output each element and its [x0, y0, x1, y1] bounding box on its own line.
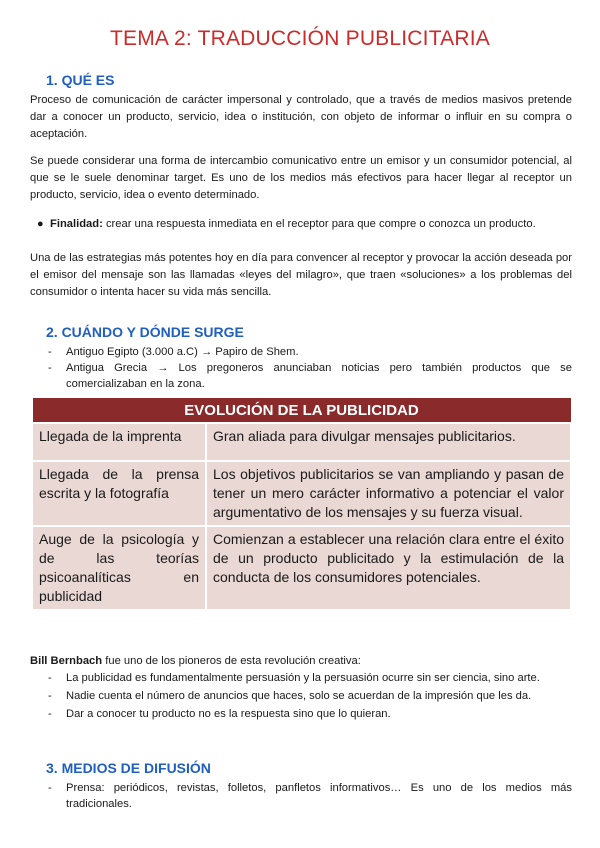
list-item: - Prensa: periódicos, revistas, folletos, panfletos informativos… Es uno de los medios más tradicionales. — [48, 782, 572, 810]
section-2-heading: 2. CUÁNDO Y DÓNDE SURGE — [46, 324, 244, 340]
table-row — [32, 526, 571, 610]
table-cell-stage: Llegada de la prensa escrita y la fotografía — [32, 461, 206, 526]
section-2-list — [48, 344, 572, 392]
list-item: - Antiguo Egipto (3.000 a.C) → Papiro de Shem. — [48, 346, 299, 358]
list-item: - Antigua Grecia → Los pregoneros anunciaban noticias pero también productos que se comercializaban en la zona. — [48, 362, 572, 390]
bullet-dot-icon: ● — [37, 218, 44, 230]
finalidad-bullet — [37, 216, 572, 233]
bernbach-intro-text: fue uno de los pioneros de esta revolución creativa: — [102, 655, 361, 667]
finalidad-label: Finalidad: — [50, 218, 103, 230]
table-row — [32, 423, 571, 461]
section-1-paragraph-3: Una de las estrategias más potentes hoy en día para convencer al receptor y provocar la acción deseada por el emisor del mensaje son las llamadas «leyes del milagro», que traen «soluciones» a los problemas del consumidor o intenta hacer su vida más sencilla. — [30, 252, 572, 298]
section-3-list — [48, 780, 572, 812]
section-1-paragraph-1: Proceso de comunicación de carácter impersonal y controlado, que a través de medios masivos pretende dar a conocer un producto, servicio, idea o institución, con objeto de informar o influir en su compra o aceptación. — [30, 94, 572, 140]
section-1-heading: 1. QUÉ ES — [46, 72, 115, 88]
table-cell-description: Los objetivos publicitarios se van ampliando y pasan de tener un mero carácter informativo a potenciar el valor argumentativo de los mensajes y su fuerza visual. — [206, 461, 571, 526]
list-item: - La publicidad es fundamentalmente persuasión y la persuasión ocurre sin ser ciencia, sino arte. — [48, 672, 540, 684]
table-cell-stage: Llegada de la imprenta — [32, 423, 206, 461]
table-cell-description: Comienzan a establecer una relación clara entre el éxito de un producto publicitado y la estimulación de la conducta de los consumidores potenciales. — [206, 526, 571, 610]
section-1-paragraph-2: Se puede considerar una forma de intercambio comunicativo entre un emisor y un consumidor potencial, al que se le suele denominar target. Es uno de los medios más efectivos para hacer llegar al receptor un producto, servicio, idea o evento determinado. — [30, 155, 572, 201]
table-cell-stage: Auge de la psicología y de las teorías psicoanalíticas en publicidad — [32, 526, 206, 610]
table-header: EVOLUCIÓN DE LA PUBLICIDAD — [32, 398, 571, 424]
list-item: - Nadie cuenta el número de anuncios que haces, solo se acuerdan de la impresión que les da. — [48, 690, 532, 702]
section-3-heading: 3. MEDIOS DE DIFUSIÓN — [46, 760, 211, 776]
bernbach-name: Bill Bernbach — [30, 655, 103, 667]
finalidad-text: crear una respuesta inmediata en el receptor para que compre o conozca un producto. — [102, 218, 536, 230]
list-item: - Dar a conocer tu producto no es la respuesta sino que lo quieran. — [48, 708, 391, 720]
page-title: TEMA 2: TRADUCCIÓN PUBLICITARIA — [110, 27, 490, 50]
table-cell-description: Gran aliada para divulgar mensajes publicitarios. — [206, 423, 571, 461]
table-row — [32, 461, 571, 526]
bernbach-intro — [30, 653, 572, 670]
bernbach-list — [48, 670, 572, 722]
evolution-table — [31, 397, 572, 611]
